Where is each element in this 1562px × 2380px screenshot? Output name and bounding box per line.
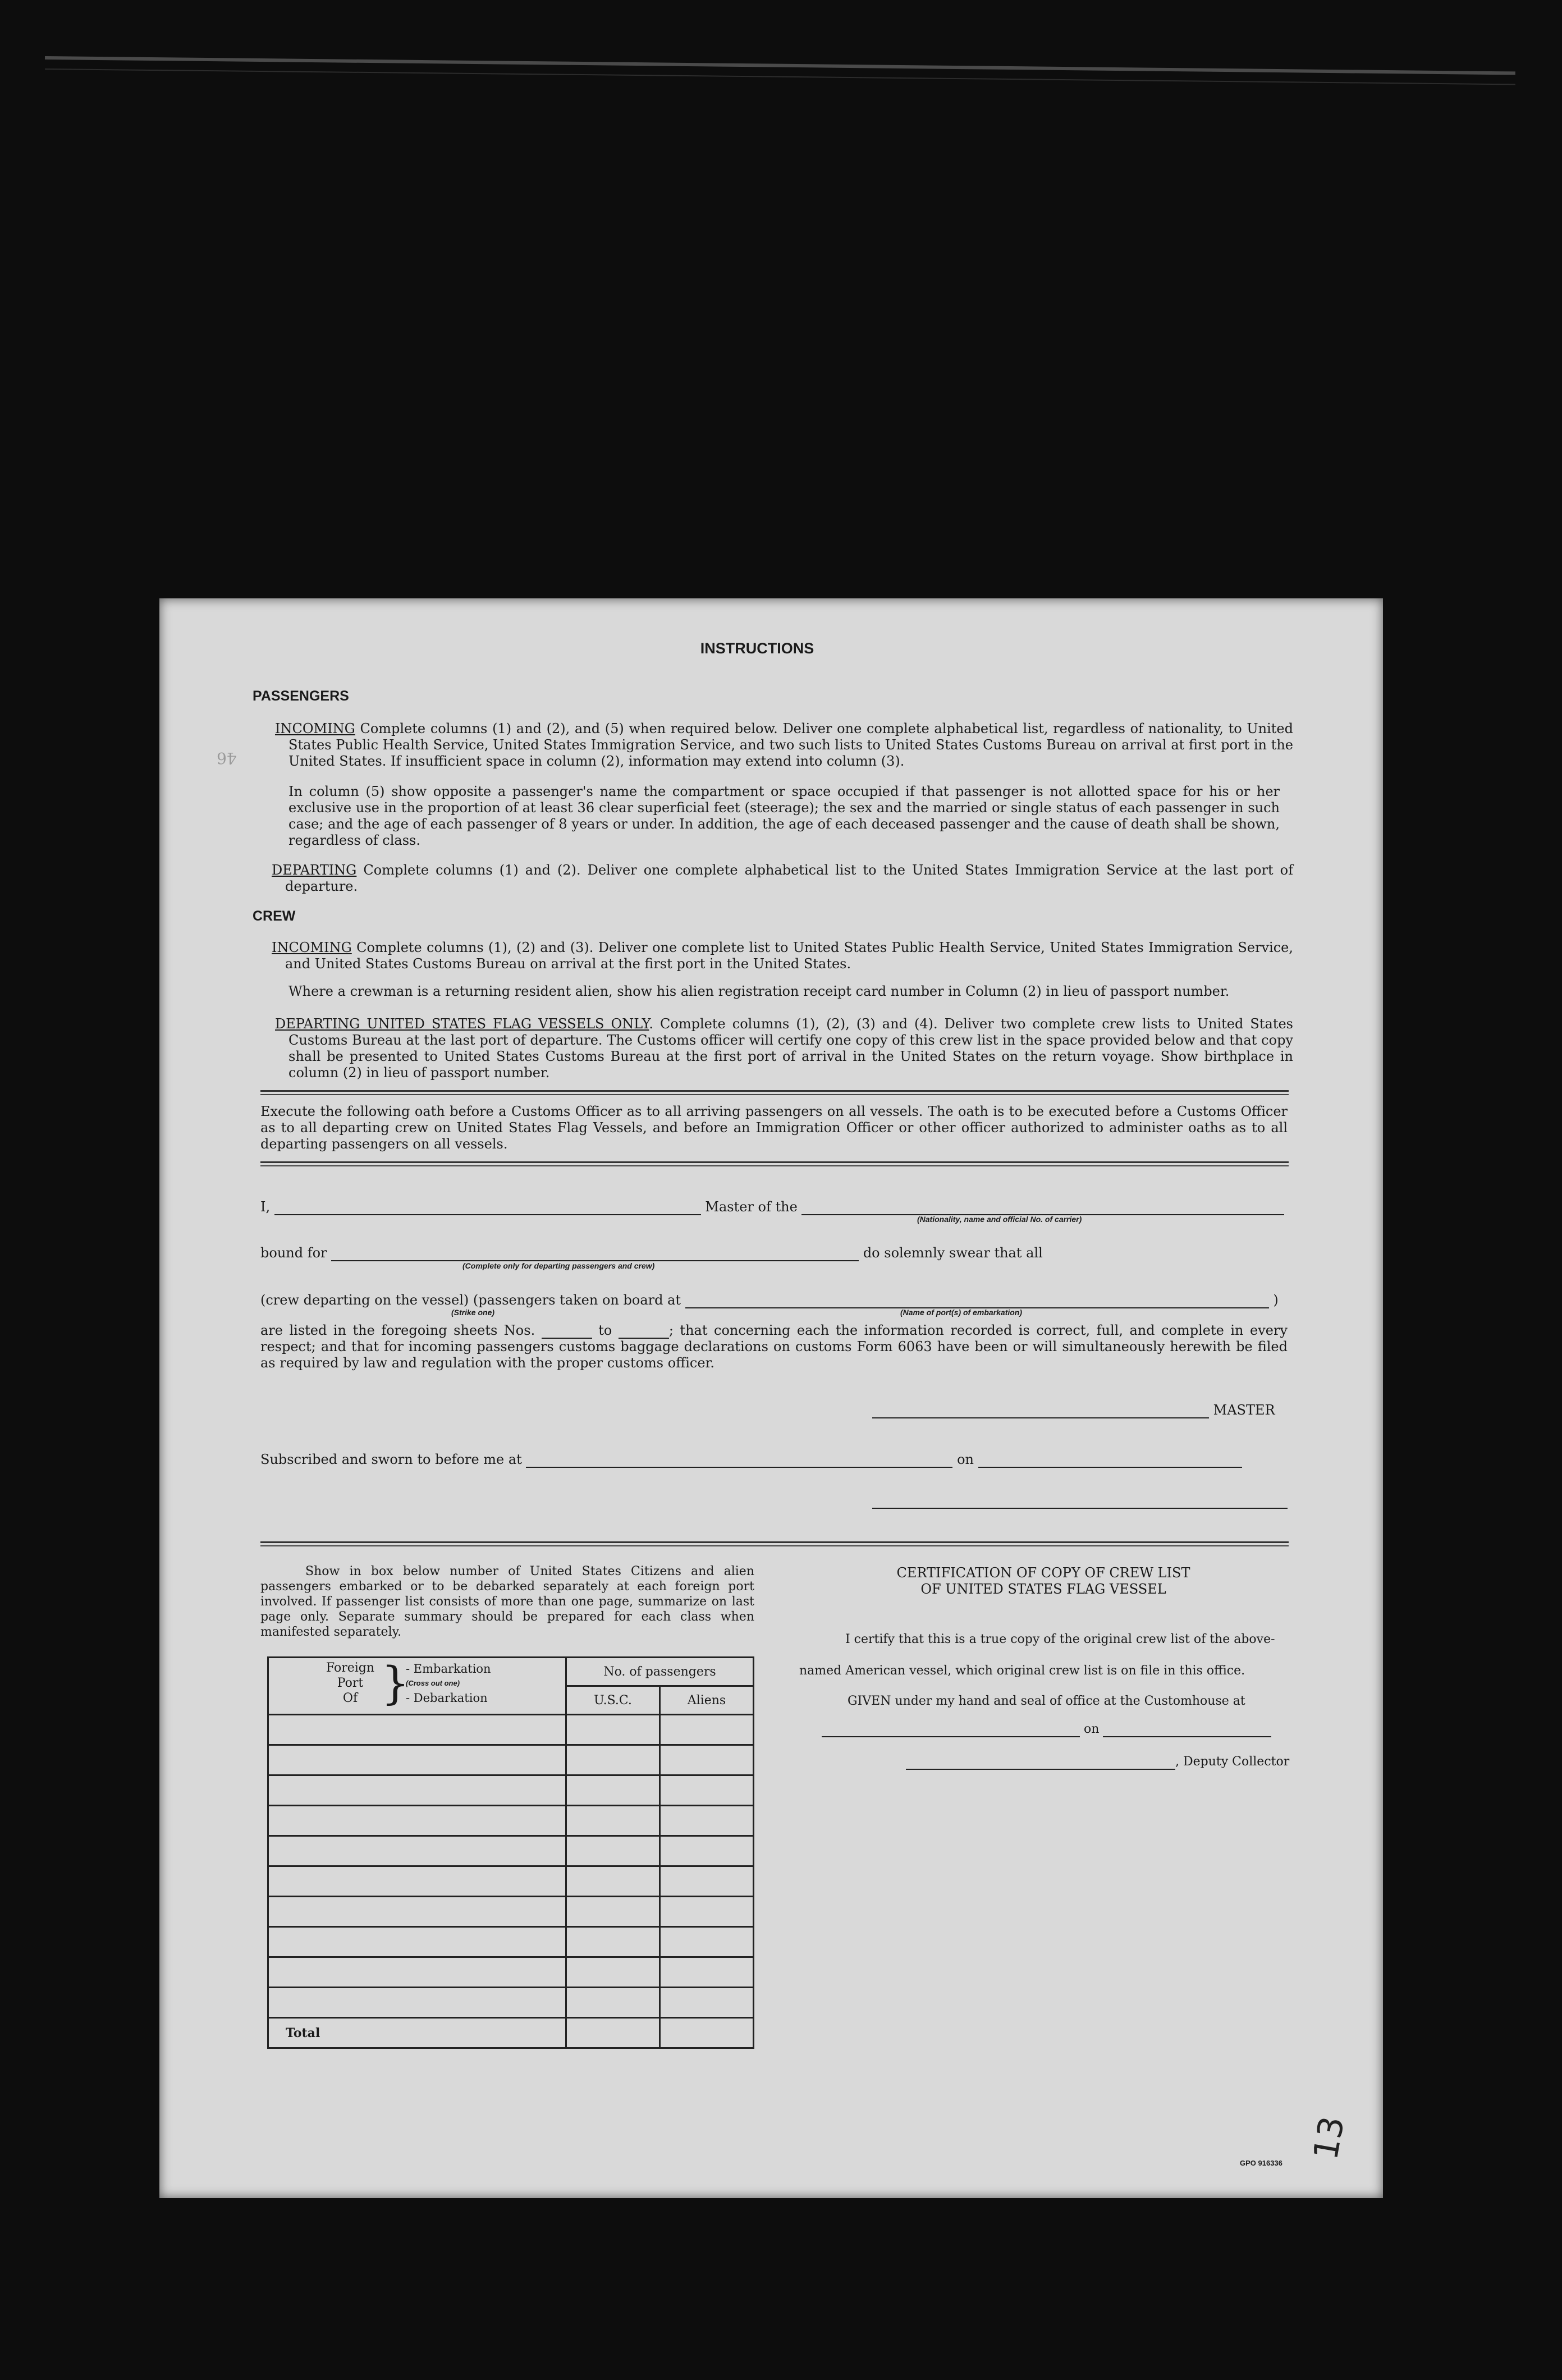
port-cell[interactable] [268, 1806, 566, 1836]
oath-listed-paragraph [260, 1322, 1288, 1371]
table-row [268, 1715, 754, 1745]
margin-mark: 46 [217, 749, 237, 767]
aliens-cell[interactable] [660, 1897, 754, 1927]
cross-out-note: (Cross out one) [406, 1679, 460, 1687]
divider-top [260, 1090, 1289, 1095]
certification-title [799, 1565, 1288, 1598]
of-label: Of [342, 1691, 358, 1705]
listed-text: ; that concerning each the information recorded is correct, full, and complete in every respect; and that for incoming passengers customs baggage declarations on customs Form 6063 have been or will simultaneously herewith be filed as required by law and regulation with the proper customs officer. [260, 1322, 1288, 1371]
table-row [268, 1775, 754, 1806]
table-row [268, 1988, 754, 2018]
officer-signature-line[interactable] [872, 1508, 1288, 1509]
usc-cell[interactable] [566, 1897, 660, 1927]
certification-on-label: on [1084, 1722, 1100, 1736]
film-edge-line [45, 56, 1515, 75]
aliens-cell[interactable] [660, 1806, 754, 1836]
crew-heading: CREW [253, 908, 296, 924]
strike-one-note: (Strike one) [451, 1308, 495, 1317]
total-label: Total [268, 2018, 566, 2048]
usc-cell[interactable] [566, 1715, 660, 1745]
oath-embarkation-line [260, 1292, 1288, 1308]
table-row [268, 1745, 754, 1775]
embarkation-port-field[interactable] [685, 1294, 1269, 1308]
debarkation-label: - Debarkation [406, 1691, 488, 1705]
subscribed-on-label: on [957, 1452, 974, 1467]
port-cell[interactable] [268, 1927, 566, 1957]
given-line: GIVEN under my hand and seal of office at the Customhouse at [848, 1694, 1245, 1708]
master-label: MASTER [1213, 1402, 1275, 1418]
passengers-column5-instruction: In column (5) show opposite a passenger's name the compartment or space occupied if that passenger is not allotted space for his or her exclusive use in the proportion of at least 36 clear superficial feet (steerage); the sex and the married or single status of each passenger in such case; and the age of each passenger of 8 years or under. In addition, the age of each deceased passenger and the cause of death shall be shown, regardless of class. [288, 784, 1280, 848]
close-paren: ) [1273, 1292, 1279, 1308]
usc-cell[interactable] [566, 1866, 660, 1897]
aliens-cell[interactable] [660, 1836, 754, 1866]
sheet-from-field[interactable] [542, 1324, 592, 1339]
crew-departing-text: . Complete columns (1), (2), (3) and (4). Deliver two complete crew lists to United States Customs Bureau at the last port of departure. The Customs officer will certify one copy of this crew list in the space provided below and that copy shall be presented to United States Customs Bureau at the first port of arrival in the United States on the return voyage. Show birthplace in column (2) in lieu of passport number. [288, 1016, 1293, 1081]
complete-only-note: (Complete only for departing passengers and crew) [462, 1261, 655, 1270]
table-row [268, 1836, 754, 1866]
aliens-cell[interactable] [660, 1988, 754, 2018]
total-aliens-cell[interactable] [660, 2018, 754, 2048]
aliens-cell[interactable] [660, 1866, 754, 1897]
usc-cell[interactable] [566, 1806, 660, 1836]
crew-resident-alien-instruction: Where a crewman is a returning resident alien, show his alien registration receipt card number in Column (2) in lieu of passport number. [288, 983, 1230, 999]
nationality-note: (Nationality, name and official No. of carrier) [917, 1215, 1082, 1224]
no-of-passengers-header: No. of passengers [566, 1658, 754, 1686]
port-label: Port [337, 1676, 364, 1690]
aliens-cell[interactable] [660, 1745, 754, 1775]
customhouse-date-line [822, 1721, 1288, 1737]
divider-oath [260, 1161, 1289, 1166]
total-usc-cell[interactable] [566, 2018, 660, 2048]
foreign-label: Foreign [326, 1661, 375, 1675]
crew-incoming-text: Complete columns (1), (2) and (3). Deliver one complete list to United States Public Health Service, United States Immigration Service, and United States Customs Bureau on arrival at the first port in the United States. [285, 940, 1293, 972]
table-row [268, 1806, 754, 1836]
table-row [268, 1897, 754, 1927]
crew-departing-instruction [275, 1016, 1293, 1081]
oath-intro: Execute the following oath before a Customs Officer as to all arriving passengers on all vessels. The oath is to be executed before a Customs Officer as to all departing crew on United States Flag Vessels, and before an Immigration Officer or other officer authorized to administer oaths as to all departing passengers on all vessels. [260, 1104, 1288, 1152]
crew-incoming-label: INCOMING [272, 940, 352, 955]
deputy-collector-signature-field[interactable] [906, 1755, 1175, 1770]
divider-bottom [260, 1541, 1289, 1546]
bound-for-label: bound for [260, 1245, 327, 1261]
gpo-number: GPO 916336 [1240, 2159, 1282, 2167]
oath-master-of-label: Master of the [705, 1199, 798, 1215]
page-title: INSTRUCTIONS [700, 640, 814, 657]
port-cell[interactable] [268, 1836, 566, 1866]
usc-cell[interactable] [566, 1957, 660, 1988]
port-cell[interactable] [268, 1988, 566, 2018]
passengers-heading: PASSENGERS [253, 688, 349, 704]
port-cell[interactable] [268, 1775, 566, 1806]
port-cell[interactable] [268, 1897, 566, 1927]
deputy-collector-label: , Deputy Collector [1175, 1755, 1290, 1769]
port-cell[interactable] [268, 1957, 566, 1988]
aliens-cell[interactable] [660, 1775, 754, 1806]
passengers-incoming-label: INCOMING [275, 721, 355, 736]
usc-cell[interactable] [566, 1836, 660, 1866]
certify-line-2: named American vessel, which original crew list is on file in this office. [799, 1664, 1245, 1678]
listed-sheets-label: are listed in the foregoing sheets Nos. [260, 1322, 535, 1338]
foreign-port-header [268, 1658, 566, 1715]
deputy-collector-line [906, 1754, 1293, 1770]
total-row [268, 2018, 754, 2048]
port-cell[interactable] [268, 1715, 566, 1745]
embarkation-label: - Embarkation [406, 1662, 491, 1676]
port-name-note: (Name of port(s) of embarkation) [900, 1308, 1023, 1317]
aliens-cell[interactable] [660, 1715, 754, 1745]
table-row [268, 1866, 754, 1897]
subscribed-label: Subscribed and sworn to before me at [260, 1452, 522, 1467]
handwritten-page-number: 13 [1306, 2113, 1353, 2163]
crew-incoming-instruction [272, 940, 1293, 972]
oath-bound-line [260, 1245, 1288, 1261]
subscribed-line [260, 1452, 1288, 1468]
brace-icon: } [381, 1657, 410, 1709]
certification-title-line-2: OF UNITED STATES FLAG VESSEL [920, 1581, 1166, 1597]
listed-to-label: to [598, 1322, 612, 1338]
passengers-departing-label: DEPARTING [272, 862, 357, 878]
aliens-cell[interactable] [660, 1927, 754, 1957]
subscribed-date-field[interactable] [978, 1453, 1242, 1468]
certify-line-1: I certify that this is a true copy of the original crew list of the above- [845, 1632, 1275, 1646]
usc-cell[interactable] [566, 1988, 660, 2018]
certification-date-field[interactable] [1103, 1723, 1271, 1737]
oath-master-line [260, 1199, 1288, 1215]
passengers-departing-text: Complete columns (1) and (2). Deliver one complete alphabetical list to the United States Immigration Service at the last port of departure. [285, 862, 1293, 894]
swear-label: do solemnly swear that all [863, 1245, 1043, 1261]
port-cell[interactable] [268, 1866, 566, 1897]
master-signature-line [872, 1402, 1275, 1418]
oath-i-label: I, [260, 1199, 271, 1215]
form-page [159, 598, 1383, 2198]
usc-cell[interactable] [566, 1927, 660, 1957]
bound-for-field[interactable] [331, 1247, 859, 1261]
table-row [268, 1957, 754, 1988]
usc-cell[interactable] [566, 1745, 660, 1775]
passenger-summary-table [267, 1656, 754, 2049]
table-row [268, 1927, 754, 1957]
sheet-to-field[interactable] [619, 1324, 669, 1339]
aliens-cell[interactable] [660, 1957, 754, 1988]
carrier-field[interactable] [801, 1201, 1284, 1215]
passengers-departing-instruction [272, 862, 1293, 895]
crew-departing-label: DEPARTING UNITED STATES FLAG VESSELS ONLY [275, 1016, 649, 1032]
aliens-header: Aliens [660, 1686, 754, 1715]
summary-instructions: Show in box below number of United States Citizens and alien passengers embarked or to be debarked separately at each foreign port involved. If passenger list consists of more than one page, summarize on last page only. Separate summary should be prepared for each class when manifested separately. [260, 1564, 754, 1639]
port-cell[interactable] [268, 1745, 566, 1775]
usc-header: U.S.C. [566, 1686, 660, 1715]
certification-title-line-1: CERTIFICATION OF COPY OF CREW LIST [896, 1565, 1190, 1581]
master-signature-field[interactable] [872, 1404, 1209, 1418]
crew-passengers-label: (crew departing on the vessel) (passengers taken on board at [260, 1292, 681, 1308]
customhouse-field[interactable] [822, 1723, 1080, 1737]
passengers-incoming-instruction [275, 721, 1293, 770]
usc-cell[interactable] [566, 1775, 660, 1806]
passengers-incoming-text: Complete columns (1) and (2), and (5) when required below. Deliver one complete alphabetical list, regardless of nationality, to United States Public Health Service, United States Immigration Service, and two such lists to United States Customs Bureau on arrival at first port in the United States. If insufficient space in column (2), information may extend into column (3). [288, 721, 1293, 769]
master-name-field[interactable] [274, 1201, 701, 1215]
subscribed-place-field[interactable] [526, 1453, 952, 1468]
